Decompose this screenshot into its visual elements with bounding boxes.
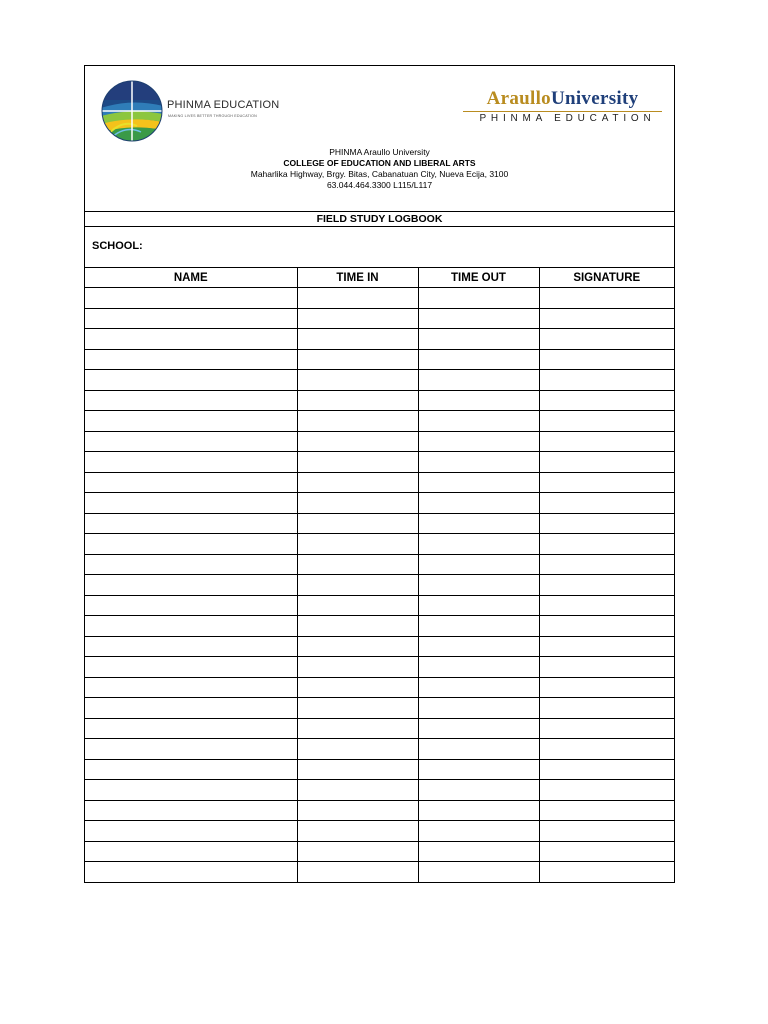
time-out-cell[interactable] — [418, 698, 539, 719]
signature-cell[interactable] — [539, 616, 674, 637]
signature-cell[interactable] — [539, 534, 674, 555]
table-row — [85, 636, 674, 657]
name-cell[interactable] — [85, 821, 297, 842]
table-row — [85, 349, 674, 370]
name-cell[interactable] — [85, 554, 297, 575]
time-in-cell[interactable] — [297, 513, 418, 534]
table-row — [85, 780, 674, 801]
table-row — [85, 739, 674, 760]
time-out-cell[interactable] — [418, 821, 539, 842]
time-in-cell[interactable] — [297, 800, 418, 821]
time-out-cell[interactable] — [418, 370, 539, 391]
time-in-cell[interactable] — [297, 841, 418, 862]
signature-cell[interactable] — [539, 780, 674, 801]
time-in-cell[interactable] — [297, 759, 418, 780]
table-row — [85, 431, 674, 452]
column-header-name: NAME — [85, 268, 297, 288]
time-out-cell[interactable] — [418, 677, 539, 698]
time-in-cell[interactable] — [297, 554, 418, 575]
time-out-cell[interactable] — [418, 493, 539, 514]
name-cell[interactable] — [85, 329, 297, 350]
table-row — [85, 575, 674, 596]
time-in-cell[interactable] — [297, 288, 418, 309]
table-row — [85, 657, 674, 678]
table-row — [85, 452, 674, 473]
time-out-cell[interactable] — [418, 862, 539, 882]
time-out-cell[interactable] — [418, 554, 539, 575]
institution-address-block — [85, 147, 674, 191]
araullo-wordmark-second: University — [550, 88, 639, 109]
time-in-cell[interactable] — [297, 739, 418, 760]
time-out-cell[interactable] — [418, 349, 539, 370]
signature-cell[interactable] — [539, 718, 674, 739]
table-row — [85, 288, 674, 309]
time-in-cell[interactable] — [297, 349, 418, 370]
address-street: Maharlika Highway, Brgy. Bitas, Cabanatuan City, Nueva Ecija, 3100 — [250, 169, 509, 179]
signature-cell[interactable] — [539, 636, 674, 657]
name-cell[interactable] — [85, 370, 297, 391]
logbook-sheet — [84, 65, 675, 883]
signature-cell[interactable] — [539, 841, 674, 862]
table-row — [85, 493, 674, 514]
column-header-signature: SIGNATURE — [539, 268, 674, 288]
phinma-logo-tagline: MAKING LIVES BETTER THROUGH EDUCATION — [168, 114, 257, 118]
time-in-cell[interactable] — [297, 370, 418, 391]
name-cell[interactable] — [85, 411, 297, 432]
table-row — [85, 411, 674, 432]
time-out-cell[interactable] — [418, 841, 539, 862]
name-cell[interactable] — [85, 472, 297, 493]
table-row — [85, 308, 674, 329]
signature-cell[interactable] — [539, 452, 674, 473]
araullo-wordmark-first: Araullo — [486, 88, 551, 109]
araullo-university-wordmark — [455, 88, 670, 110]
school-label: SCHOOL: — [92, 240, 143, 252]
time-in-cell[interactable] — [297, 390, 418, 411]
time-in-cell[interactable] — [297, 821, 418, 842]
time-in-cell[interactable] — [297, 534, 418, 555]
time-in-cell[interactable] — [297, 677, 418, 698]
table-row — [85, 718, 674, 739]
name-cell[interactable] — [85, 636, 297, 657]
time-in-cell[interactable] — [297, 595, 418, 616]
column-header-time-in: TIME IN — [297, 268, 418, 288]
time-out-cell[interactable] — [418, 800, 539, 821]
table-row — [85, 759, 674, 780]
time-out-cell[interactable] — [418, 595, 539, 616]
signature-cell[interactable] — [539, 821, 674, 842]
time-out-cell[interactable] — [418, 575, 539, 596]
name-cell[interactable] — [85, 513, 297, 534]
name-cell[interactable] — [85, 452, 297, 473]
phinma-logo-text: PHINMA EDUCATION — [167, 99, 280, 111]
signature-cell[interactable] — [539, 575, 674, 596]
time-in-cell[interactable] — [297, 308, 418, 329]
signature-cell[interactable] — [539, 308, 674, 329]
signature-cell[interactable] — [539, 759, 674, 780]
time-out-cell[interactable] — [418, 657, 539, 678]
signature-cell[interactable] — [539, 390, 674, 411]
logbook-title: FIELD STUDY LOGBOOK — [85, 212, 674, 227]
address-college-name: COLLEGE OF EDUCATION AND LIBERAL ARTS — [283, 158, 476, 168]
table-row — [85, 800, 674, 821]
time-out-cell[interactable] — [418, 759, 539, 780]
name-cell[interactable] — [85, 698, 297, 719]
time-out-cell[interactable] — [418, 390, 539, 411]
signature-cell[interactable] — [539, 370, 674, 391]
name-cell[interactable] — [85, 308, 297, 329]
table-row — [85, 554, 674, 575]
name-cell[interactable] — [85, 575, 297, 596]
table-row — [85, 616, 674, 637]
name-cell[interactable] — [85, 657, 297, 678]
time-out-cell[interactable] — [418, 431, 539, 452]
signature-cell[interactable] — [539, 800, 674, 821]
time-out-cell[interactable] — [418, 329, 539, 350]
signature-cell[interactable] — [539, 349, 674, 370]
name-cell[interactable] — [85, 431, 297, 452]
table-row — [85, 698, 674, 719]
signature-cell[interactable] — [539, 739, 674, 760]
document-header — [85, 66, 674, 212]
time-in-cell[interactable] — [297, 575, 418, 596]
table-row — [85, 390, 674, 411]
table-row — [85, 595, 674, 616]
signature-cell[interactable] — [539, 698, 674, 719]
table-row — [85, 329, 674, 350]
table-row — [85, 513, 674, 534]
signature-cell[interactable] — [539, 493, 674, 514]
name-cell[interactable] — [85, 862, 297, 882]
phinma-education-logo — [101, 78, 291, 144]
signature-cell[interactable] — [539, 288, 674, 309]
table-header-row — [85, 268, 674, 288]
table-row — [85, 472, 674, 493]
time-in-cell[interactable] — [297, 329, 418, 350]
signature-cell[interactable] — [539, 595, 674, 616]
attendance-table — [85, 268, 674, 882]
time-out-cell[interactable] — [418, 739, 539, 760]
signature-cell[interactable] — [539, 657, 674, 678]
signature-cell[interactable] — [539, 862, 674, 882]
signature-cell[interactable] — [539, 411, 674, 432]
time-in-cell[interactable] — [297, 636, 418, 657]
time-out-cell[interactable] — [418, 718, 539, 739]
signature-cell[interactable] — [539, 329, 674, 350]
attendance-table-body — [85, 288, 674, 882]
signature-cell[interactable] — [539, 677, 674, 698]
table-row — [85, 534, 674, 555]
time-in-cell[interactable] — [297, 431, 418, 452]
name-cell[interactable] — [85, 718, 297, 739]
signature-cell[interactable] — [539, 554, 674, 575]
signature-cell[interactable] — [539, 472, 674, 493]
time-in-cell[interactable] — [297, 718, 418, 739]
name-cell[interactable] — [85, 349, 297, 370]
time-in-cell[interactable] — [297, 452, 418, 473]
time-in-cell[interactable] — [297, 657, 418, 678]
time-out-cell[interactable] — [418, 288, 539, 309]
address-university-name: PHINMA Araullo University — [329, 147, 430, 157]
column-header-time-out: TIME OUT — [418, 268, 539, 288]
time-out-cell[interactable] — [418, 411, 539, 432]
name-cell[interactable] — [85, 534, 297, 555]
time-in-cell[interactable] — [297, 862, 418, 882]
time-out-cell[interactable] — [418, 534, 539, 555]
name-cell[interactable] — [85, 616, 297, 637]
name-cell[interactable] — [85, 677, 297, 698]
phinma-globe-icon — [101, 78, 163, 144]
name-cell[interactable] — [85, 780, 297, 801]
time-out-cell[interactable] — [418, 472, 539, 493]
time-in-cell[interactable] — [297, 493, 418, 514]
name-cell[interactable] — [85, 595, 297, 616]
name-cell[interactable] — [85, 841, 297, 862]
name-cell[interactable] — [85, 288, 297, 309]
name-cell[interactable] — [85, 800, 297, 821]
time-out-cell[interactable] — [418, 636, 539, 657]
time-out-cell[interactable] — [418, 513, 539, 534]
time-in-cell[interactable] — [297, 780, 418, 801]
time-in-cell[interactable] — [297, 698, 418, 719]
table-row — [85, 862, 674, 882]
time-out-cell[interactable] — [418, 308, 539, 329]
name-cell[interactable] — [85, 390, 297, 411]
time-in-cell[interactable] — [297, 616, 418, 637]
table-row — [85, 841, 674, 862]
time-in-cell[interactable] — [297, 472, 418, 493]
signature-cell[interactable] — [539, 513, 674, 534]
time-out-cell[interactable] — [418, 780, 539, 801]
name-cell[interactable] — [85, 493, 297, 514]
school-field[interactable] — [85, 227, 674, 268]
araullo-logo-subtitle: PHINMA EDUCATION — [479, 113, 656, 124]
signature-cell[interactable] — [539, 431, 674, 452]
time-out-cell[interactable] — [418, 616, 539, 637]
address-phone: 63.044.464.3300 L115/L117 — [326, 180, 433, 190]
table-row — [85, 370, 674, 391]
time-out-cell[interactable] — [418, 452, 539, 473]
name-cell[interactable] — [85, 739, 297, 760]
time-in-cell[interactable] — [297, 411, 418, 432]
table-row — [85, 677, 674, 698]
name-cell[interactable] — [85, 759, 297, 780]
araullo-university-logo — [455, 88, 670, 124]
table-row — [85, 821, 674, 842]
